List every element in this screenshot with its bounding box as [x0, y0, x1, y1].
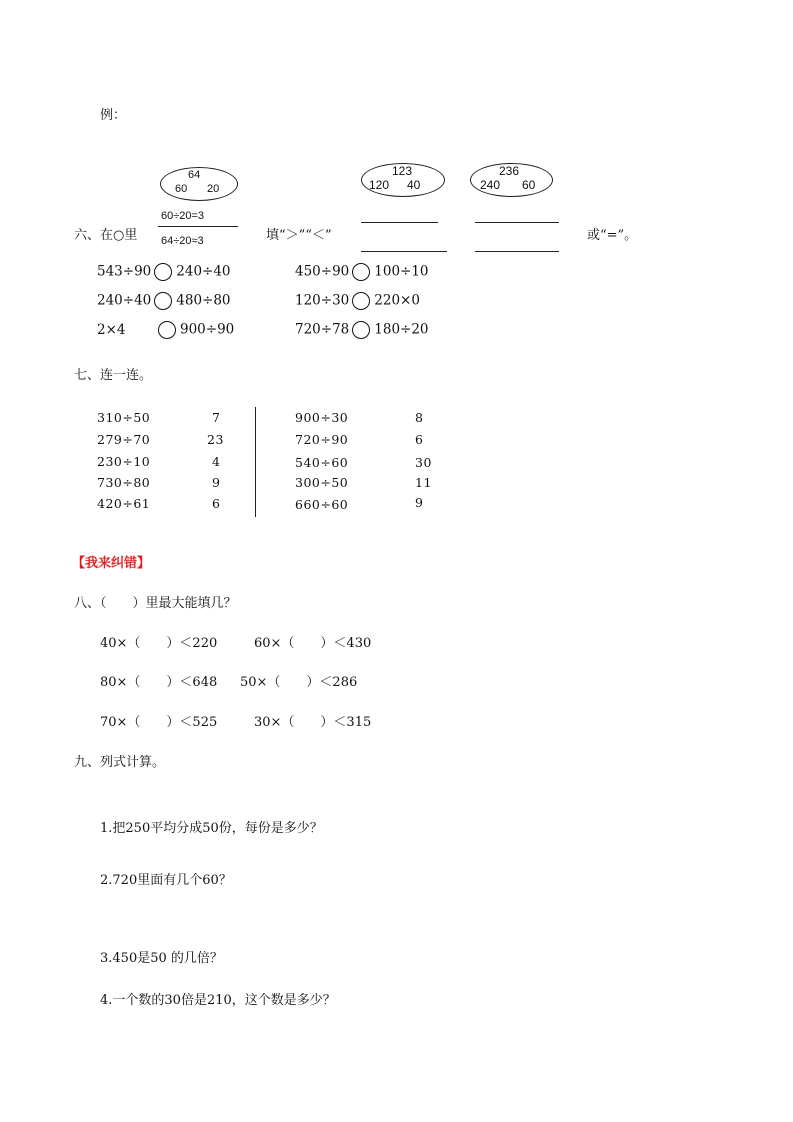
compare-row	[295, 292, 420, 310]
compare-right-expr: 180÷20	[374, 321, 429, 338]
left-answer: 6	[212, 496, 221, 511]
compare-right-expr: 240÷40	[176, 263, 231, 280]
fill-expr: 50×（ ）＜286	[240, 675, 358, 690]
section-7-title: 七、连一连。	[74, 368, 153, 383]
compare-right-expr: 100÷10	[374, 263, 429, 280]
oval-2-right: 40	[407, 178, 421, 192]
compare-circle[interactable]	[352, 292, 370, 310]
compare-right-expr: 480÷80	[176, 292, 231, 309]
fill-expr: 30×（ ）＜315	[254, 715, 372, 730]
right-answer: 11	[415, 475, 432, 490]
compare-row	[295, 263, 429, 281]
oval-2-top: 123	[392, 164, 413, 178]
oval-3-top: 236	[499, 164, 520, 178]
left-answer: 9	[212, 475, 221, 490]
compare-left-expr: 543÷90	[97, 263, 152, 280]
compare-row	[97, 321, 234, 339]
compare-row	[97, 263, 231, 281]
section-6-fill-hint: 填“＞”“＜”	[266, 228, 332, 243]
compare-circle[interactable]	[154, 292, 172, 310]
answer-line-2a	[475, 222, 559, 223]
answer-line-1a	[361, 222, 438, 223]
compare-right-expr: 220×0	[374, 292, 420, 309]
left-answer: 7	[212, 410, 221, 425]
example-label: 例：	[100, 108, 127, 123]
oval-1-left: 60	[175, 183, 188, 195]
column-divider	[255, 407, 256, 517]
fill-expr: 40×（ ）＜220	[100, 636, 218, 651]
oval-3-left: 240	[480, 178, 501, 192]
compare-circle[interactable]	[352, 321, 370, 339]
compare-left-expr: 240÷40	[97, 292, 152, 309]
left-expr: 420÷61	[97, 496, 151, 511]
section-heading: 【我来纠错】	[72, 556, 151, 571]
compare-circle[interactable]	[154, 263, 172, 281]
right-answer: 6	[415, 432, 424, 447]
section-9-title: 九、列式计算。	[74, 755, 166, 770]
compare-left-expr: 2×4	[97, 321, 126, 338]
word-problem: 2.720里面有几个60？	[100, 873, 232, 888]
section-8-title: 八、（ ）里最大能填几？	[74, 596, 237, 611]
right-answer: 8	[415, 410, 424, 425]
compare-circle[interactable]	[352, 263, 370, 281]
fill-expr: 60×（ ）＜430	[254, 636, 372, 651]
word-problem: 4.一个数的30倍是210，这个数是多少？	[100, 993, 336, 1008]
right-expr: 660÷60	[295, 497, 349, 512]
answer-line-2b	[475, 251, 559, 252]
oval-3-right: 60	[522, 178, 536, 192]
section-6-or-hint: 或“=”。	[587, 228, 638, 243]
right-answer: 9	[415, 495, 424, 510]
left-expr: 230÷10	[97, 454, 151, 469]
oval-2-left: 120	[369, 178, 390, 192]
example-line-2: 64÷20≈3	[161, 235, 204, 247]
fill-expr: 80×（ ）＜648	[100, 675, 218, 690]
right-expr: 720÷90	[295, 432, 349, 447]
compare-left-expr: 720÷78	[295, 321, 350, 338]
compare-left-expr: 450÷90	[295, 263, 350, 280]
right-expr: 300÷50	[295, 475, 349, 490]
example-line-1: 60÷20=3	[161, 210, 205, 222]
left-answer: 23	[207, 432, 224, 447]
compare-circle[interactable]	[158, 321, 176, 339]
compare-right-expr: 900÷90	[180, 321, 235, 338]
answer-line-1b	[361, 251, 447, 252]
left-expr: 310÷50	[97, 410, 151, 425]
compare-left-expr: 120÷30	[295, 292, 350, 309]
oval-1-right: 20	[207, 183, 220, 195]
word-problem: 1.把250平均分成50份，每份是多少？	[100, 821, 323, 836]
oval-1-top: 64	[188, 169, 201, 181]
word-problem: 3.450是50 的几倍？	[100, 951, 223, 966]
fill-expr: 70×（ ）＜525	[100, 715, 218, 730]
compare-row	[97, 292, 231, 310]
example-divider	[158, 226, 238, 227]
right-expr: 900÷30	[295, 410, 349, 425]
left-answer: 4	[212, 454, 221, 469]
right-expr: 540÷60	[295, 455, 349, 470]
right-answer: 30	[415, 455, 432, 470]
left-expr: 730÷80	[97, 475, 151, 490]
left-expr: 279÷70	[97, 432, 151, 447]
compare-row	[295, 321, 429, 339]
section-6-title: 六、在○里	[74, 228, 138, 243]
